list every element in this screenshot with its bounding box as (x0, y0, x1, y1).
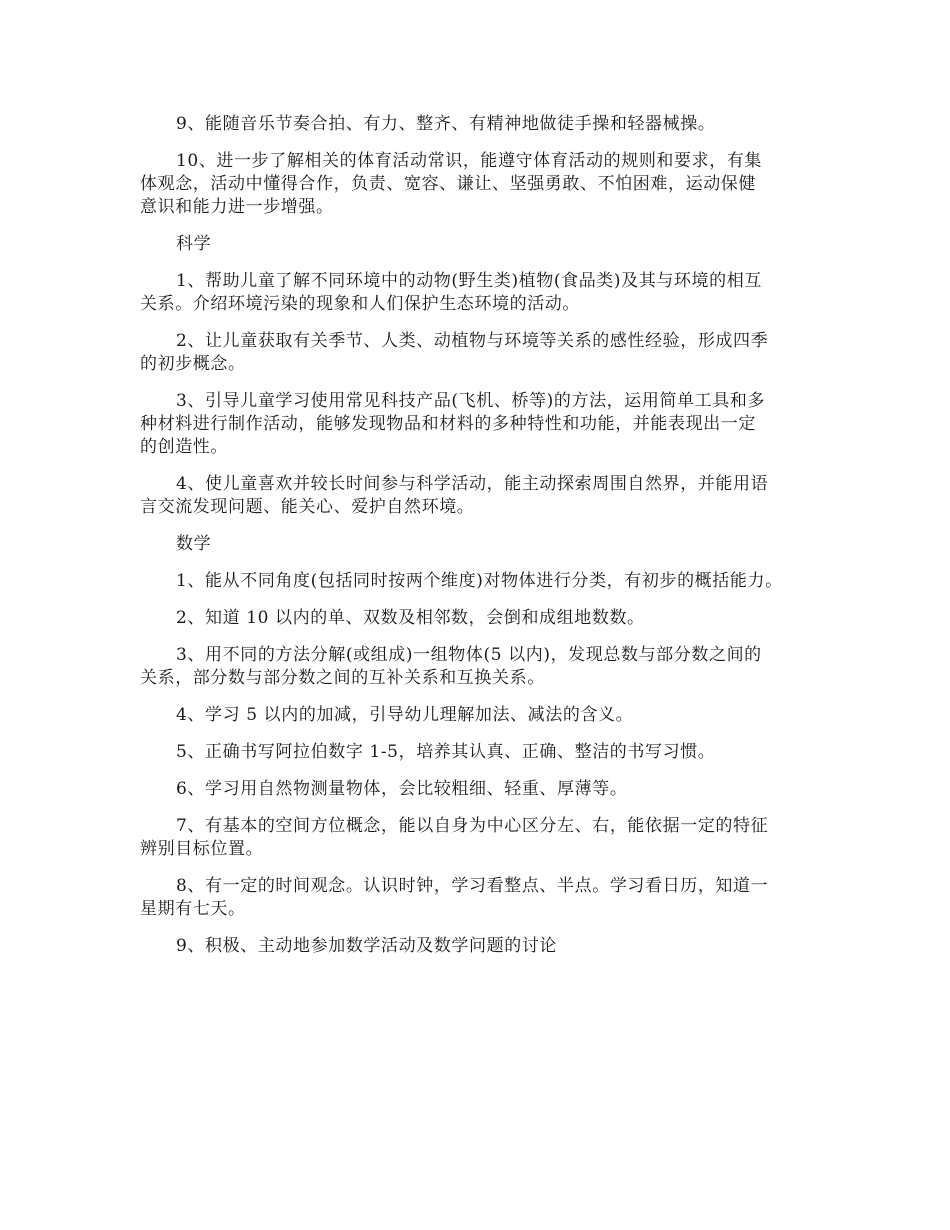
section-heading: 数学 (176, 534, 212, 554)
text-line: 言交流发现问题、能关心、爱护自然环境。 (140, 497, 475, 517)
section-heading: 科学 (176, 234, 212, 254)
paragraph-pe-9 (140, 113, 820, 136)
document-body (140, 113, 820, 972)
paragraph-sci-1 (140, 270, 820, 316)
text-line: 种材料进行制作活动，能够发现物品和材料的多种特性和功能，并能表现出一定 (140, 414, 756, 434)
text-line: 2、让儿童获取有关季节、人类、动植物与环境等关系的感性经验，形成四季 (176, 331, 769, 351)
text-line: 关系。介绍环境污染的现象和人们保护生态环境的活动。 (140, 294, 580, 314)
paragraph-math-2 (140, 607, 820, 630)
paragraph-math-7 (140, 815, 820, 861)
text-line: 星期有七天。 (140, 899, 246, 919)
text-line: 的创造性。 (140, 437, 228, 457)
text-line: 2、知道 10 以内的单、双数及相邻数，会倒和成组地数数。 (176, 608, 645, 628)
paragraph-math-1 (140, 570, 820, 593)
text-line: 8、有一定的时间观念。认识时钟，学习看整点、半点。学习看日历，知道一 (176, 876, 769, 896)
text-line: 体观念，活动中懂得合作，负责、宽容、谦让、坚强勇敢、不怕困难，运动保健 (140, 174, 756, 194)
text-line: 1、帮助儿童了解不同环境中的动物(野生类)植物(食品类)及其与环境的相互 (176, 271, 762, 291)
paragraph-sci-3 (140, 390, 820, 459)
paragraph-math-9 (140, 935, 820, 958)
paragraph-sci-2 (140, 330, 820, 376)
paragraph-sci-4 (140, 473, 820, 519)
text-line: 9、积极、主动地参加数学活动及数学问题的讨论 (176, 936, 558, 956)
paragraph-pe-10 (140, 150, 820, 219)
paragraph-math-6 (140, 778, 820, 801)
text-line: 9、能随音乐节奏合拍、有力、整齐、有精神地做徒手操和轻器械操。 (176, 114, 716, 134)
text-line: 4、学习 5 以内的加减，引导幼儿理解加法、减法的含义。 (176, 705, 634, 725)
text-line: 意识和能力进一步增强。 (140, 197, 334, 217)
text-line: 1、能从不同角度(包括同时按两个维度)对物体进行分类，有初步的概括能力。 (176, 571, 783, 591)
paragraph-math-4 (140, 704, 820, 727)
paragraph-math-3 (140, 644, 820, 690)
text-line: 的初步概念。 (140, 354, 246, 374)
paragraph-math-heading (140, 533, 820, 556)
text-line: 关系，部分数与部分数之间的互补关系和互换关系。 (140, 668, 545, 688)
text-line: 5、正确书写阿拉伯数字 1-5，培养其认真、正确、整洁的书写习惯。 (176, 742, 716, 762)
text-line: 3、用不同的方法分解(或组成)一组物体(5 以内)，发现总数与部分数之间的 (176, 645, 762, 665)
text-line: 辨别目标位置。 (140, 839, 264, 859)
text-line: 3、引导儿童学习使用常见科技产品(飞机、桥等)的方法，运用简单工具和多 (176, 391, 766, 411)
text-line: 6、学习用自然物测量物体，会比较粗细、轻重、厚薄等。 (176, 779, 628, 799)
text-line: 7、有基本的空间方位概念，能以自身为中心区分左、右，能依据一定的特征 (176, 816, 769, 836)
paragraph-science-heading (140, 233, 820, 256)
text-line: 10、进一步了解相关的体育活动常识，能遵守体育活动的规则和要求，有集 (176, 151, 763, 171)
text-line: 4、使儿童喜欢并较长时间参与科学活动，能主动探索周围自然界，并能用语 (176, 474, 769, 494)
paragraph-math-5 (140, 741, 820, 764)
paragraph-math-8 (140, 875, 820, 921)
